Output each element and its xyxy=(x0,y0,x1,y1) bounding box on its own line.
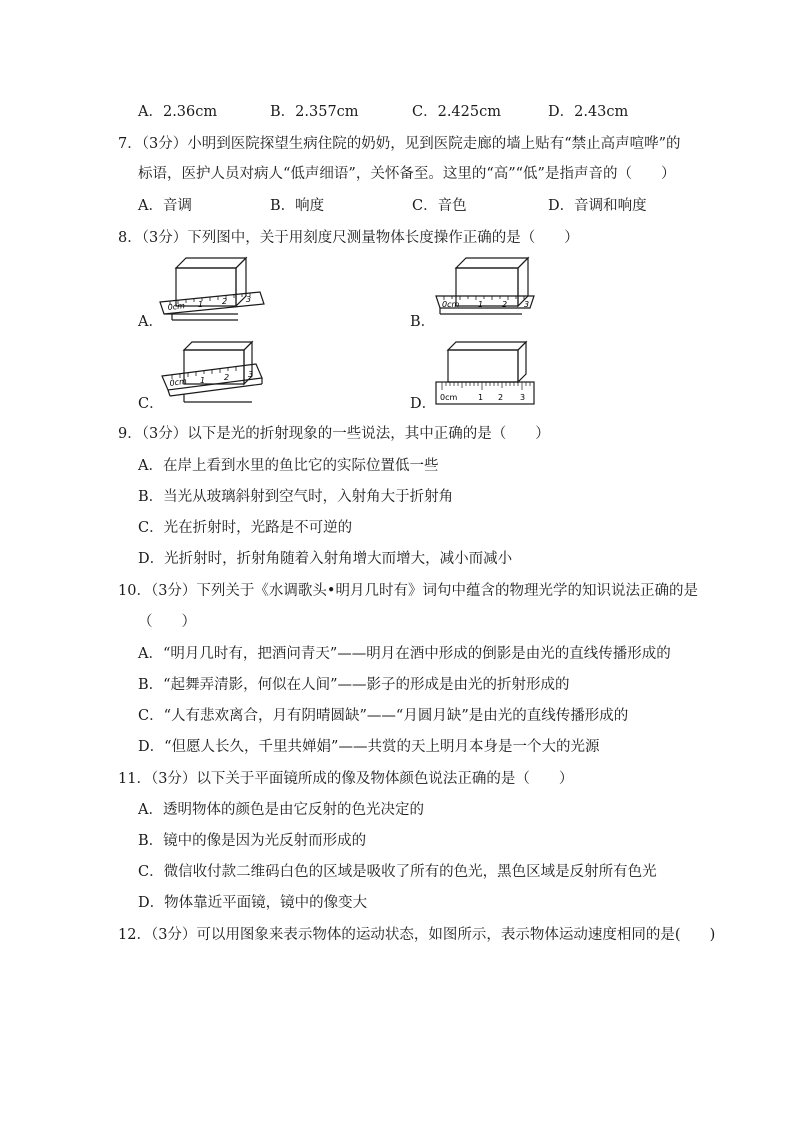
q7-option-b: B．响度 xyxy=(270,198,325,214)
q8-stem: 8．（3分）下列图中，关于用刻度尺测量物体长度操作正确的是（ ） xyxy=(118,230,579,246)
q9-option-d: D．光折射时，折射角随着入射角增大而增大，减小而减小 xyxy=(138,551,513,567)
ruler-d-tick-1: 1 xyxy=(478,393,484,402)
ruler-figure-a xyxy=(158,252,266,322)
q6-option-c: C．2.425cm xyxy=(412,104,501,120)
q10-stem: 10．（3分）下列关于《水调歌头•明月几时有》词句中蕴含的物理光学的知识说法正确的是 xyxy=(118,583,698,599)
ruler-a-tick-1: 1 xyxy=(198,300,204,309)
q7-option-a: A．音调 xyxy=(138,198,192,214)
q7-stem-line2: 标语，医护人员对病人“低声细语”，关怀备至。这里的“高”“低”是指声音的（ ） xyxy=(138,166,676,182)
ruler-c-tick-3: 3 xyxy=(248,370,254,379)
q10-stem-bracket: （ ） xyxy=(138,614,196,630)
q6-option-d: D．2.43cm xyxy=(548,104,629,120)
q11-option-b: B．镜中的像是因为光反射而形成的 xyxy=(138,833,367,849)
ruler-d-tick-2: 2 xyxy=(498,393,504,402)
q7-option-c: C．音色 xyxy=(412,198,467,214)
ruler-d-unit: 0cm xyxy=(440,393,458,402)
q7-stem-line1: 7．（3分）小明到医院探望生病住院的奶奶，见到医院走廊的墙上贴有“禁止高声喧哗”的 xyxy=(118,136,681,152)
q8-label-a: A． xyxy=(138,314,163,330)
ruler-a-tick-3: 3 xyxy=(246,295,252,304)
ruler-b-tick-1: 1 xyxy=(478,300,484,309)
q9-option-b: B．当光从玻璃斜射到空气时，入射角大于折射角 xyxy=(138,489,454,505)
ruler-c-tick-2: 2 xyxy=(224,373,230,382)
q9-option-a: A．在岸上看到水里的鱼比它的实际位置低一些 xyxy=(138,458,439,474)
q8-label-b: B． xyxy=(410,314,436,330)
q11-option-c: C．微信收付款二维码白色的区域是吸收了所有的色光，黑色区域是反射所有色光 xyxy=(138,864,657,880)
ruler-a-tick-2: 2 xyxy=(222,297,228,306)
q11-stem: 11．（3分）以下关于平面镜所成的像及物体颜色说法正确的是（ ） xyxy=(118,771,574,787)
q11-option-a: A．透明物体的颜色是由它反射的色光决定的 xyxy=(138,802,424,818)
q10-option-a: A．“明月几时有，把酒问青天”——明月在酒中形成的倒影是由光的直线传播形成的 xyxy=(138,646,671,662)
q8-label-c: C． xyxy=(138,396,164,412)
ruler-figure-d xyxy=(434,336,540,408)
ruler-d-tick-3: 3 xyxy=(520,393,526,402)
q8-label-d: D． xyxy=(410,396,437,412)
q6-option-a: A．2.36cm xyxy=(138,104,218,120)
ruler-c-unit: 0cm xyxy=(169,376,188,388)
ruler-figure-c xyxy=(160,336,270,408)
q11-option-d: D．物体靠近平面镜，镜中的像变大 xyxy=(138,895,368,911)
ruler-figure-b xyxy=(434,252,540,322)
q9-stem: 9．（3分）以下是光的折射现象的一些说法，其中正确的是（ ） xyxy=(118,426,550,442)
ruler-c-tick-1: 1 xyxy=(200,376,206,385)
q9-option-c: C．光在折射时，光路是不可逆的 xyxy=(138,520,353,536)
q10-option-d: D．“但愿人长久，千里共婵娟”——共赏的天上明月本身是一个大的光源 xyxy=(138,739,600,755)
ruler-b-tick-3: 3 xyxy=(524,300,530,309)
ruler-b-unit: 0cm xyxy=(442,300,460,309)
ruler-a-unit: 0cm xyxy=(167,301,186,312)
q10-option-c: C．“人有悲欢离合，月有阴晴圆缺”——“月圆月缺”是由光的直线传播形成的 xyxy=(138,708,629,724)
q6-option-b: B．2.357cm xyxy=(270,104,359,120)
q12-stem: 12．（3分）可以用图象来表示物体的运动状态，如图所示，表示物体运动速度相同的是( ) xyxy=(118,927,716,943)
q10-option-b: B．“起舞弄清影，何似在人间”——影子的形成是由光的折射形成的 xyxy=(138,677,570,693)
ruler-b-tick-2: 2 xyxy=(502,300,508,309)
q7-option-d: D．音调和响度 xyxy=(548,198,647,214)
